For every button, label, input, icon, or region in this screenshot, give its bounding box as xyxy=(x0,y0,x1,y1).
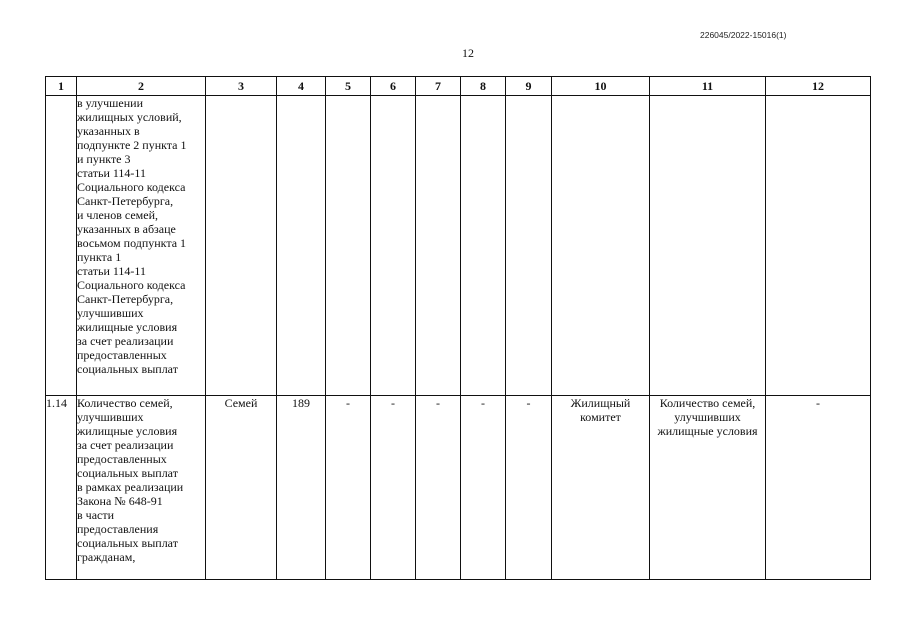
indicator-text-cell: Количество семей, улучшивших жилищные условия за счет реализации предоставленных социальных выплат в рамках реализации Закона № 648-91 в части предоставления социальных выплат гражданам, xyxy=(77,396,206,580)
col-header: 8 xyxy=(461,77,506,96)
col-header: 1 xyxy=(46,77,77,96)
col-header: 3 xyxy=(206,77,277,96)
empty-cell xyxy=(506,96,552,396)
empty-cell xyxy=(416,96,461,396)
data-table xyxy=(45,76,871,580)
dash-cell: - xyxy=(416,396,461,580)
empty-cell xyxy=(206,96,277,396)
col-header: 7 xyxy=(416,77,461,96)
col-header: 2 xyxy=(77,77,206,96)
col-header: 9 xyxy=(506,77,552,96)
col-header: 12 xyxy=(766,77,871,96)
indicator-name-cell: Количество семей, улучшивших жилищные условия xyxy=(650,396,766,580)
value-cell: 189 xyxy=(277,396,326,580)
col-header: 5 xyxy=(326,77,371,96)
empty-cell xyxy=(461,96,506,396)
indicator-text-cell: в улучшении жилищных условий, указанных в подпункте 2 пункта 1 и пункте 3 статьи 114-11 Социального кодекса Санкт-Петербурга, и членов семей, указанных в абзаце восьмом подпункта 1 пункта 1 статьи 114-11 Социального кодекса Санкт-Петербурга, улучшивших жилищные условия за счет реализации предоставленных социальных выплат xyxy=(77,96,206,396)
dash-cell: - xyxy=(326,396,371,580)
empty-cell xyxy=(766,96,871,396)
unit-cell: Семей xyxy=(206,396,277,580)
dash-cell: - xyxy=(506,396,552,580)
document-id: 226045/2022-15016(1) xyxy=(700,30,787,40)
empty-cell xyxy=(552,96,650,396)
responsible-cell: Жилищный комитет xyxy=(552,396,650,580)
empty-cell xyxy=(371,96,416,396)
table-row xyxy=(46,396,871,580)
header-row xyxy=(46,77,871,96)
col-header: 6 xyxy=(371,77,416,96)
table-row xyxy=(46,96,871,396)
col-header: 4 xyxy=(277,77,326,96)
row-number-cell xyxy=(46,96,77,396)
dash-cell: - xyxy=(766,396,871,580)
dash-cell: - xyxy=(461,396,506,580)
col-header: 10 xyxy=(552,77,650,96)
empty-cell xyxy=(326,96,371,396)
dash-cell: - xyxy=(371,396,416,580)
page-number: 12 xyxy=(462,46,474,60)
col-header: 11 xyxy=(650,77,766,96)
empty-cell xyxy=(650,96,766,396)
row-number-cell: 1.14 xyxy=(46,396,77,580)
empty-cell xyxy=(277,96,326,396)
